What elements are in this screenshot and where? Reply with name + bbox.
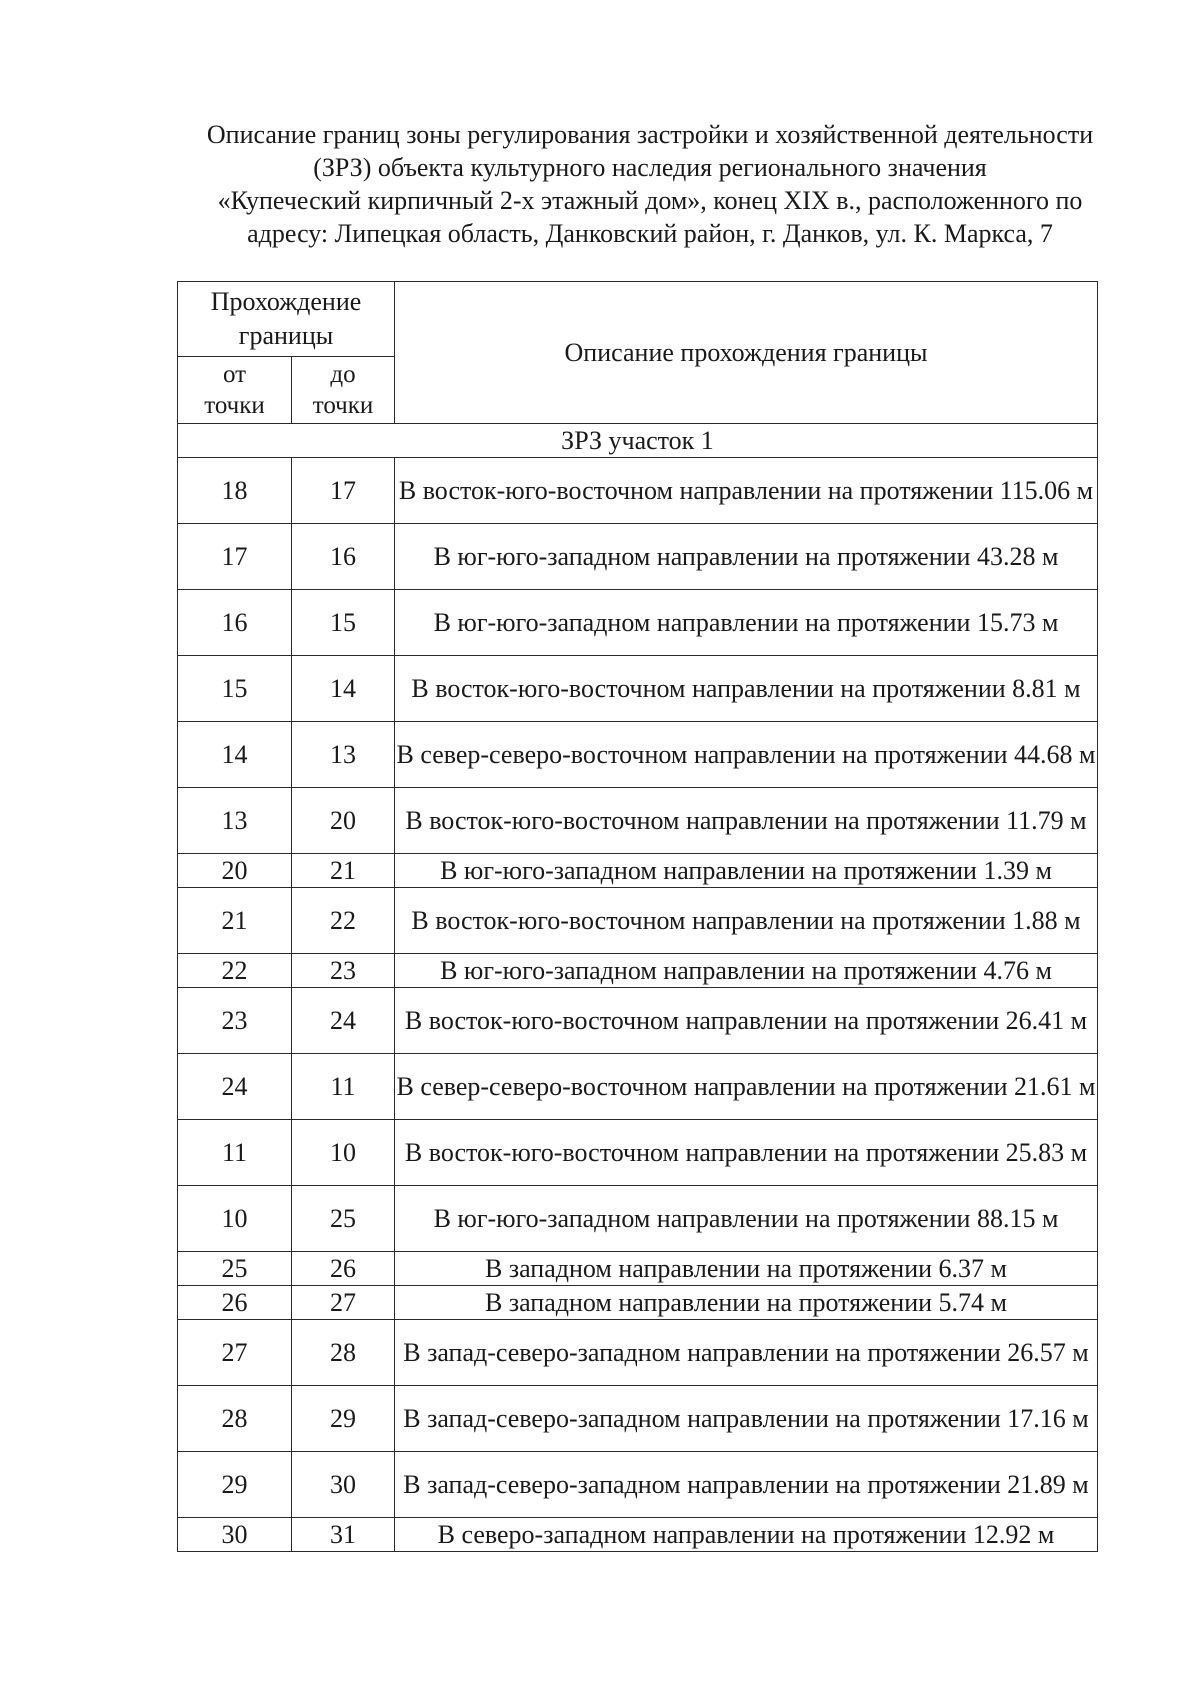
title-line: «Купеческий кирпичный 2-х этажный дом», конец XIX в., расположенного по	[217, 186, 1083, 215]
description-cell: В юг-юго-западном направлении на протяжении 15.73 м	[395, 590, 1098, 656]
to-point-cell: 17	[292, 458, 395, 524]
description-cell: В западном направлении на протяжении 5.74 м	[395, 1286, 1098, 1320]
description-cell: В запад-северо-западном направлении на протяжении 26.57 м	[395, 1320, 1098, 1386]
to-point-cell: 15	[292, 590, 395, 656]
title-line: адресу: Липецкая область, Данковский район, г. Данков, ул. К. Маркса, 7	[247, 219, 1053, 248]
to-point-cell: 24	[292, 988, 395, 1054]
description-cell: В северо-западном направлении на протяжении 12.92 м	[395, 1518, 1098, 1552]
title-line: (ЗРЗ) объекта культурного наследия регионального значения	[313, 153, 987, 182]
header-boundary-passage	[178, 282, 395, 357]
from-point-cell: 14	[178, 722, 292, 788]
table-row	[178, 988, 1098, 1054]
to-point-cell: 28	[292, 1320, 395, 1386]
header-from-line1: от	[222, 361, 247, 388]
to-point-cell: 30	[292, 1452, 395, 1518]
header-from-line2: точки	[204, 392, 265, 419]
from-point-cell: 23	[178, 988, 292, 1054]
description-cell: В запад-северо-западном направлении на протяжении 17.16 м	[395, 1386, 1098, 1452]
from-point-cell: 28	[178, 1386, 292, 1452]
from-point-cell: 30	[178, 1518, 292, 1552]
description-cell: В восток-юго-восточном направлении на протяжении 115.06 м	[395, 458, 1098, 524]
from-point-cell: 22	[178, 954, 292, 988]
description-cell: В юг-юго-западном направлении на протяжении 4.76 м	[395, 954, 1098, 988]
description-cell: В юг-юго-западном направлении на протяжении 88.15 м	[395, 1186, 1098, 1252]
description-cell: В север-северо-восточном направлении на протяжении 44.68 м	[395, 722, 1098, 788]
to-point-cell: 29	[292, 1386, 395, 1452]
header-to-line1: до	[330, 361, 356, 388]
description-cell: В север-северо-восточном направлении на протяжении 21.61 м	[395, 1054, 1098, 1120]
document-title	[150, 118, 1150, 250]
header-to-point	[292, 357, 395, 424]
header-from-point	[178, 357, 292, 424]
from-point-cell: 21	[178, 888, 292, 954]
table-row	[178, 1186, 1098, 1252]
boundary-table	[177, 281, 1098, 1552]
table-row	[178, 888, 1098, 954]
from-point-cell: 25	[178, 1252, 292, 1286]
to-point-cell: 27	[292, 1286, 395, 1320]
to-point-cell: 21	[292, 854, 395, 888]
from-point-cell: 16	[178, 590, 292, 656]
to-point-cell: 11	[292, 1054, 395, 1120]
from-point-cell: 17	[178, 524, 292, 590]
table-row	[178, 1452, 1098, 1518]
description-cell: В юг-юго-западном направлении на протяжении 1.39 м	[395, 854, 1098, 888]
to-point-cell: 14	[292, 656, 395, 722]
table-row	[178, 1518, 1098, 1552]
table-row	[178, 590, 1098, 656]
description-cell: В восток-юго-восточном направлении на протяжении 1.88 м	[395, 888, 1098, 954]
from-point-cell: 15	[178, 656, 292, 722]
from-point-cell: 29	[178, 1452, 292, 1518]
description-cell: В юг-юго-западном направлении на протяжении 43.28 м	[395, 524, 1098, 590]
table-row	[178, 954, 1098, 988]
to-point-cell: 10	[292, 1120, 395, 1186]
table-row	[178, 1386, 1098, 1452]
table-row	[178, 1054, 1098, 1120]
from-point-cell: 11	[178, 1120, 292, 1186]
to-point-cell: 31	[292, 1518, 395, 1552]
table-row	[178, 1252, 1098, 1286]
to-point-cell: 25	[292, 1186, 395, 1252]
to-point-cell: 26	[292, 1252, 395, 1286]
section-row	[178, 424, 1098, 458]
table-row	[178, 788, 1098, 854]
to-point-cell: 20	[292, 788, 395, 854]
table-row	[178, 722, 1098, 788]
from-point-cell: 26	[178, 1286, 292, 1320]
table-body	[178, 424, 1098, 1552]
to-point-cell: 13	[292, 722, 395, 788]
description-cell: В восток-юго-восточном направлении на протяжении 11.79 м	[395, 788, 1098, 854]
from-point-cell: 18	[178, 458, 292, 524]
header-boundary-passage-line1: Прохождение	[210, 287, 362, 316]
description-cell: В западном направлении на протяжении 6.37 м	[395, 1252, 1098, 1286]
table-row	[178, 854, 1098, 888]
header-description: Описание прохождения границы	[395, 282, 1098, 424]
title-line: Описание границ зоны регулирования застройки и хозяйственной деятельности	[206, 120, 1094, 149]
table-row	[178, 656, 1098, 722]
table-row	[178, 1286, 1098, 1320]
from-point-cell: 20	[178, 854, 292, 888]
table-row	[178, 1120, 1098, 1186]
description-cell: В восток-юго-восточном направлении на протяжении 8.81 м	[395, 656, 1098, 722]
description-cell: В восток-юго-восточном направлении на протяжении 25.83 м	[395, 1120, 1098, 1186]
from-point-cell: 10	[178, 1186, 292, 1252]
from-point-cell: 24	[178, 1054, 292, 1120]
table-row	[178, 524, 1098, 590]
to-point-cell: 22	[292, 888, 395, 954]
from-point-cell: 27	[178, 1320, 292, 1386]
section-label: ЗРЗ участок 1	[178, 424, 1098, 458]
table-row	[178, 1320, 1098, 1386]
to-point-cell: 23	[292, 954, 395, 988]
header-to-line2: точки	[312, 392, 374, 419]
from-point-cell: 13	[178, 788, 292, 854]
table-row	[178, 458, 1098, 524]
to-point-cell: 16	[292, 524, 395, 590]
description-cell: В восток-юго-восточном направлении на протяжении 26.41 м	[395, 988, 1098, 1054]
description-cell: В запад-северо-западном направлении на протяжении 21.89 м	[395, 1452, 1098, 1518]
header-boundary-passage-line2: границы	[238, 321, 334, 350]
